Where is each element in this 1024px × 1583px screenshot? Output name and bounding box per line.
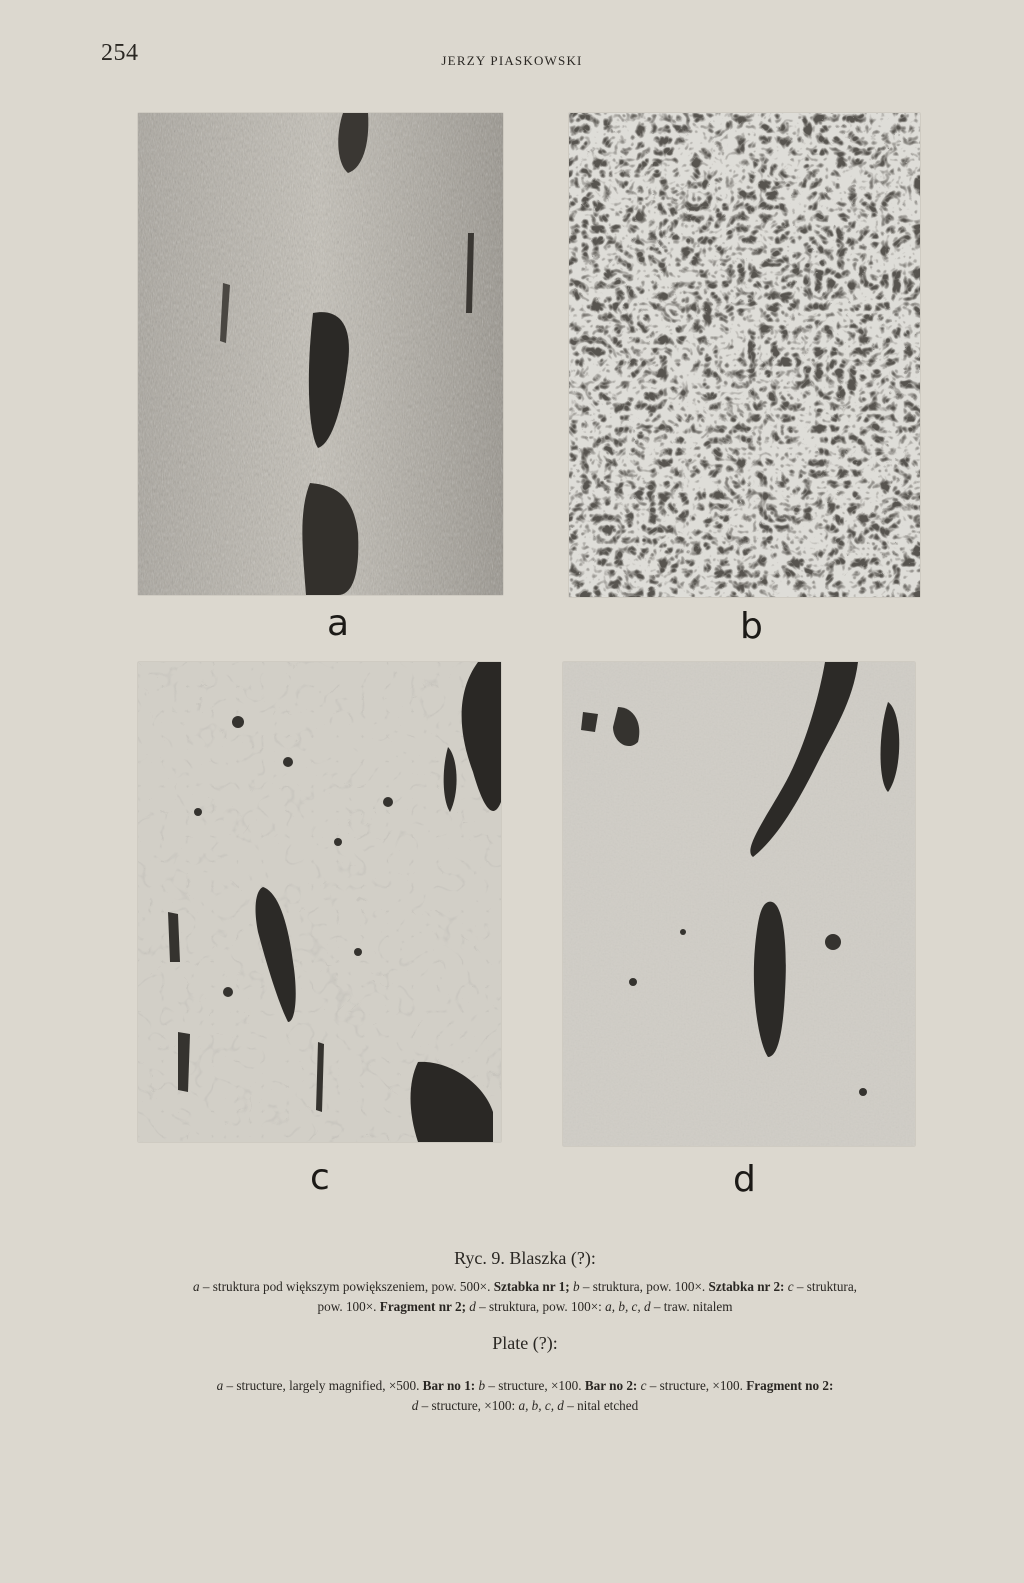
caption-text: – struktura pod większym powiększeniem, pow. 500×. (199, 1279, 494, 1294)
caption-bold: Fragment no 2: (746, 1378, 834, 1393)
micrograph-b (569, 113, 920, 597)
caption-text: – structure, largely magnified, ×500. (223, 1378, 423, 1393)
caption-en-line-1 (92, 1376, 958, 1396)
caption-text: – struktura, (793, 1279, 857, 1294)
caption-bold: Sztabka nr 2: (708, 1279, 785, 1294)
caption-bold: Sztabka nr 1; (493, 1279, 570, 1294)
caption-text: pow. 100×. (317, 1299, 380, 1314)
caption-bold: Bar no 2: (584, 1378, 638, 1393)
caption-pl (92, 1277, 958, 1317)
caption-letter: d (411, 1398, 419, 1413)
caption-text: – struktura, pow. 100×. (579, 1279, 709, 1294)
caption-letter: b (572, 1279, 580, 1294)
caption-letters: a, b, c, d (518, 1398, 564, 1413)
caption-text: – structure, ×100. (485, 1378, 585, 1393)
caption-pl-line-1 (92, 1277, 958, 1297)
caption-en-line-2 (92, 1396, 958, 1416)
caption-letter: d (469, 1299, 476, 1314)
caption-en (92, 1376, 958, 1416)
panel-label-d: d (733, 1159, 756, 1200)
panel-label-c: c (310, 1157, 330, 1198)
caption-pl-line-2 (92, 1297, 958, 1317)
micrograph-c (138, 662, 501, 1142)
micrograph-d (563, 662, 915, 1146)
caption-text: – structure, ×100. (646, 1378, 747, 1393)
caption-text: – traw. nitalem (650, 1299, 733, 1314)
caption-letter: c (787, 1279, 794, 1294)
running-head: JERZY PIASKOWSKI (441, 53, 583, 68)
caption-text: – nital etched (563, 1398, 639, 1413)
caption-letter: a (193, 1279, 200, 1294)
micrograph-a (138, 113, 503, 595)
caption-title-pl: Ryc. 9. Blaszka (?): (454, 1248, 596, 1268)
panel-label-b: b (740, 606, 763, 647)
panel-label-a: a (327, 603, 350, 644)
caption-letter: a (216, 1378, 224, 1393)
caption-letters: a, b, c, d (605, 1299, 651, 1314)
caption-letter: c (640, 1378, 647, 1393)
page-number: 254 (101, 40, 139, 66)
caption-bold: Fragment nr 2; (379, 1299, 466, 1314)
caption-text: – struktura, pow. 100×: (475, 1299, 606, 1314)
caption-bold: Bar no 1: (422, 1378, 476, 1393)
caption-text: – structure, ×100: (418, 1398, 519, 1413)
caption-title-en: Plate (?): (492, 1333, 558, 1353)
caption-letter: b (478, 1378, 486, 1393)
